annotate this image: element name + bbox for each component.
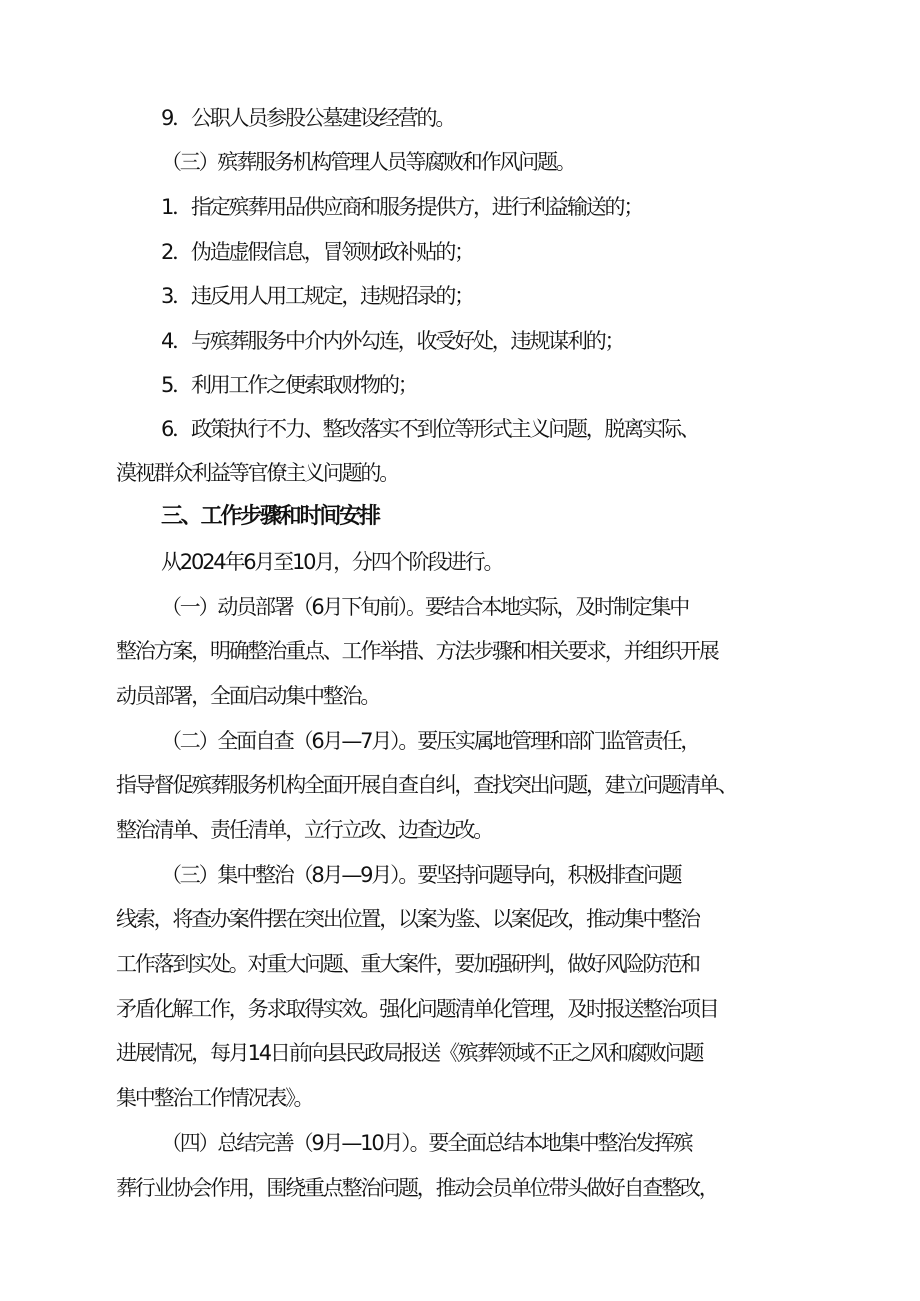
paragraph-stage-2-line-3: 整治清单、责任清单，立行立改、边查边改。 <box>116 818 492 842</box>
paragraph-stage-2: （二）全面自查（6月—7月）。要压实属地管理和部门监管责任， <box>161 729 700 753</box>
paragraph-stage-3-line-3: 工作落到实处。对重大问题、重大案件，要加强研判，做好风险防范和 <box>116 952 699 976</box>
list-item-3: 3．违反用人用工规定，违规招录的； <box>161 284 473 308</box>
paragraph-stage-3-line-5: 进展情况，每月14日前向县民政局报送《殡葬领域不正之风和腐败问题 <box>116 1041 703 1065</box>
list-item-1: 1．指定殡葬用品供应商和服务提供方，进行利益输送的； <box>161 195 643 219</box>
paragraph-intro: 从2024年6月至10月，分四个阶段进行。 <box>161 550 503 574</box>
paragraph-stage-3-line-6: 集中整治工作情况表》。 <box>116 1086 313 1110</box>
section-heading: 三、工作步骤和时间安排 <box>161 504 379 529</box>
list-item-2: 2．伪造虚假信息，冒领财政补贴的； <box>161 240 473 264</box>
subsection-heading-3: （三）殡葬服务机构管理人员等腐败和作风问题。 <box>161 150 575 174</box>
list-item-6-continued: 漠视群众利益等官僚主义问题的。 <box>116 461 398 485</box>
paragraph-stage-3: （三）集中整治（8月—9月）。要坚持问题导向，积极排查问题 <box>161 863 681 887</box>
list-item-6: 6．政策执行不力、整改落实不到位等形式主义问题，脱离实际、 <box>161 417 699 441</box>
paragraph-stage-4-line-2: 葬行业协会作用，围绕重点整治问题，推动会员单位带头做好自查整改， <box>116 1176 718 1200</box>
paragraph-stage-3-line-2: 线索，将查办案件摆在突出位置，以案为鉴、以案促改，推动集中整治 <box>116 907 699 931</box>
paragraph-stage-3-line-4: 矛盾化解工作，务求取得实效。强化问题清单化管理，及时报送整治项目 <box>116 997 718 1021</box>
paragraph-stage-4: （四）总结完善（9月—10月）。要全面总结本地集中整治发挥殡 <box>161 1131 692 1155</box>
list-item-9: 9．公职人员参股公墓建设经营的。 <box>161 106 455 130</box>
list-item-4: 4．与殡葬服务中介内外勾连，收受好处，违规谋利的； <box>161 329 624 353</box>
paragraph-stage-2-line-2: 指导督促殡葬服务机构全面开展自查自纠，查找突出问题，建立问题清单、 <box>116 773 737 797</box>
paragraph-stage-1-line-3: 动员部署，全面启动集中整治。 <box>116 684 380 708</box>
paragraph-stage-1-line-2: 整治方案，明确整治重点、工作举措、方法步骤和相关要求，并组织开展 <box>116 639 718 663</box>
list-item-5: 5．利用工作之便索取财物的； <box>161 373 417 397</box>
paragraph-stage-1: （一）动员部署（6月下旬前）。要结合本地实际，及时制定集中 <box>161 595 689 619</box>
